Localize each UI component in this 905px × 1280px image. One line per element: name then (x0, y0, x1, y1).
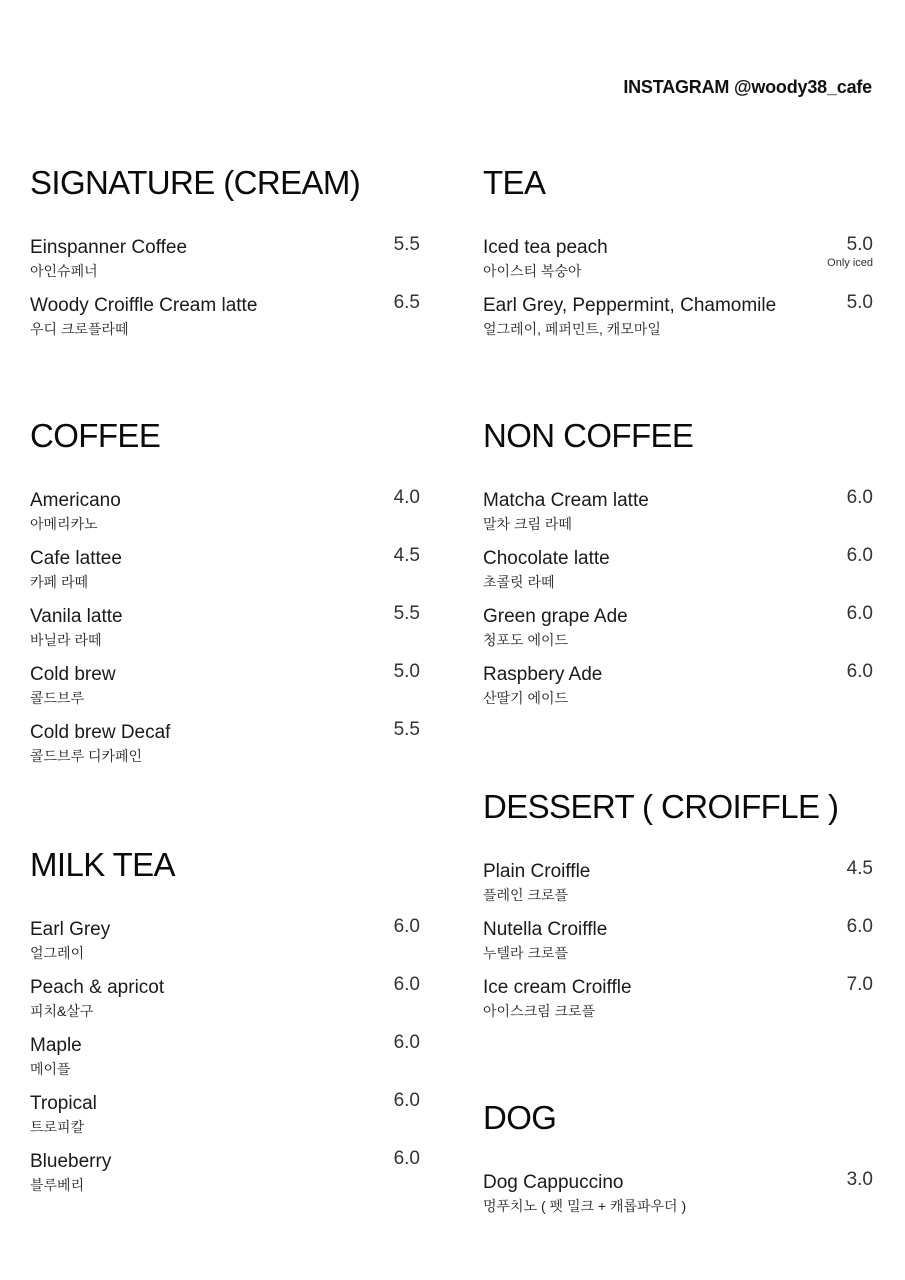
menu-item (483, 294, 873, 352)
item-price: 4.0 (393, 487, 420, 508)
item-price: 5.5 (393, 234, 420, 255)
section-title: DESSERT ( CROIFFLE ) (483, 788, 839, 825)
menu-item (30, 1092, 420, 1150)
item-korean-name: 얼그레이, 페퍼민트, 캐모마일 (483, 321, 661, 337)
item-price: 6.0 (393, 1090, 420, 1111)
item-name: Tropical (30, 1093, 97, 1114)
section-title: DOG (483, 1099, 557, 1136)
item-korean-name: 우디 크로플라떼 (30, 321, 129, 337)
item-price: 6.5 (393, 292, 420, 313)
item-price: 6.0 (393, 974, 420, 995)
item-name: Dog Cappuccino (483, 1172, 624, 1193)
menu-item (30, 489, 420, 547)
item-korean-name: 말차 크림 라떼 (483, 516, 572, 532)
menu-item (483, 918, 873, 976)
item-price: 6.0 (846, 661, 873, 682)
item-korean-name: 플레인 크로플 (483, 887, 569, 903)
menu-item (30, 1150, 420, 1208)
section-title: NON COFFEE (483, 417, 694, 454)
item-price: 4.5 (393, 545, 420, 566)
section-dessert (483, 787, 873, 1034)
item-korean-name: 트로피칼 (30, 1119, 85, 1135)
item-korean-name: 초콜릿 라떼 (483, 574, 555, 590)
menu-item (483, 547, 873, 605)
item-name: Maple (30, 1035, 82, 1056)
menu-item (30, 605, 420, 663)
section-signature (30, 163, 420, 352)
item-korean-name: 카페 라떼 (30, 574, 88, 590)
item-price: 5.0 (846, 292, 873, 313)
item-korean-name: 누텔라 크로플 (483, 945, 569, 961)
menu-item (30, 1034, 420, 1092)
item-name: Iced tea peach (483, 237, 608, 258)
menu-item (30, 976, 420, 1034)
section-title: SIGNATURE (CREAM) (30, 164, 361, 201)
menu-item (483, 663, 873, 721)
item-name: Raspbery Ade (483, 664, 603, 685)
menu-item (30, 721, 420, 779)
menu-item (483, 489, 873, 547)
item-price: 5.5 (393, 719, 420, 740)
menu-item (30, 236, 420, 294)
menu-item (483, 605, 873, 663)
menu-item (30, 547, 420, 605)
item-korean-name: 멍푸치노 ( 펫 밀크 + 캐롭파우더 ) (483, 1198, 687, 1214)
item-korean-name: 아메리카노 (30, 516, 98, 532)
item-price: 6.0 (393, 1148, 420, 1169)
menu-item (483, 236, 873, 294)
item-name: Americano (30, 490, 121, 511)
item-name: Ice cream Croiffle (483, 977, 632, 998)
item-korean-name: 블루베리 (30, 1177, 85, 1193)
item-name: Cold brew Decaf (30, 722, 171, 743)
item-price: 3.0 (846, 1169, 873, 1190)
item-korean-name: 얼그레이 (30, 945, 85, 961)
section-non-coffee (483, 416, 873, 721)
section-title: COFFEE (30, 417, 161, 454)
item-korean-name: 아이스티 복숭아 (483, 263, 582, 279)
item-price: 6.0 (846, 487, 873, 508)
item-price: 5.0 (846, 234, 873, 255)
section-coffee (30, 416, 420, 779)
instagram-handle: INSTAGRAM @woody38_cafe (623, 77, 872, 97)
menu-item (30, 294, 420, 352)
item-note: Only iced (827, 257, 873, 269)
item-name: Woody Croiffle Cream latte (30, 295, 258, 316)
item-korean-name: 아인슈페너 (30, 263, 98, 279)
item-price: 7.0 (846, 974, 873, 995)
item-price: 6.0 (846, 916, 873, 937)
item-name: Peach & apricot (30, 977, 165, 998)
item-korean-name: 산딸기 에이드 (483, 690, 569, 706)
item-name: Blueberry (30, 1151, 112, 1172)
section-tea (483, 163, 873, 352)
menu-item (483, 976, 873, 1034)
item-name: Plain Croiffle (483, 861, 591, 882)
item-price: 5.5 (393, 603, 420, 624)
item-name: Earl Grey (30, 919, 111, 940)
menu-item (483, 860, 873, 918)
item-price: 6.0 (846, 603, 873, 624)
item-price: 4.5 (846, 858, 873, 879)
item-korean-name: 바닐라 라떼 (30, 632, 102, 648)
item-price: 6.0 (393, 916, 420, 937)
item-name: Cafe lattee (30, 548, 122, 569)
item-korean-name: 피치&살구 (30, 1003, 94, 1019)
item-name: Cold brew (30, 664, 116, 685)
item-name: Chocolate latte (483, 548, 610, 569)
item-name: Vanila latte (30, 606, 123, 627)
item-korean-name: 콜드브루 디카페인 (30, 748, 143, 764)
item-korean-name: 메이플 (30, 1061, 71, 1077)
item-korean-name: 아이스크림 크로플 (483, 1003, 596, 1019)
item-name: Matcha Cream latte (483, 490, 649, 511)
item-name: Earl Grey, Peppermint, Chamomile (483, 295, 777, 316)
item-price: 6.0 (393, 1032, 420, 1053)
item-price: 6.0 (846, 545, 873, 566)
section-title: MILK TEA (30, 846, 175, 883)
item-name: Nutella Croiffle (483, 919, 608, 940)
item-price: 5.0 (393, 661, 420, 682)
item-korean-name: 콜드브루 (30, 690, 85, 706)
section-title: TEA (483, 164, 546, 201)
item-korean-name: 청포도 에이드 (483, 632, 569, 648)
item-name: Einspanner Coffee (30, 237, 188, 258)
section-milk-tea (30, 845, 420, 1208)
menu-item (30, 918, 420, 976)
menu-item (30, 663, 420, 721)
menu-item (483, 1171, 873, 1229)
section-dog (483, 1098, 873, 1229)
item-name: Green grape Ade (483, 606, 628, 627)
